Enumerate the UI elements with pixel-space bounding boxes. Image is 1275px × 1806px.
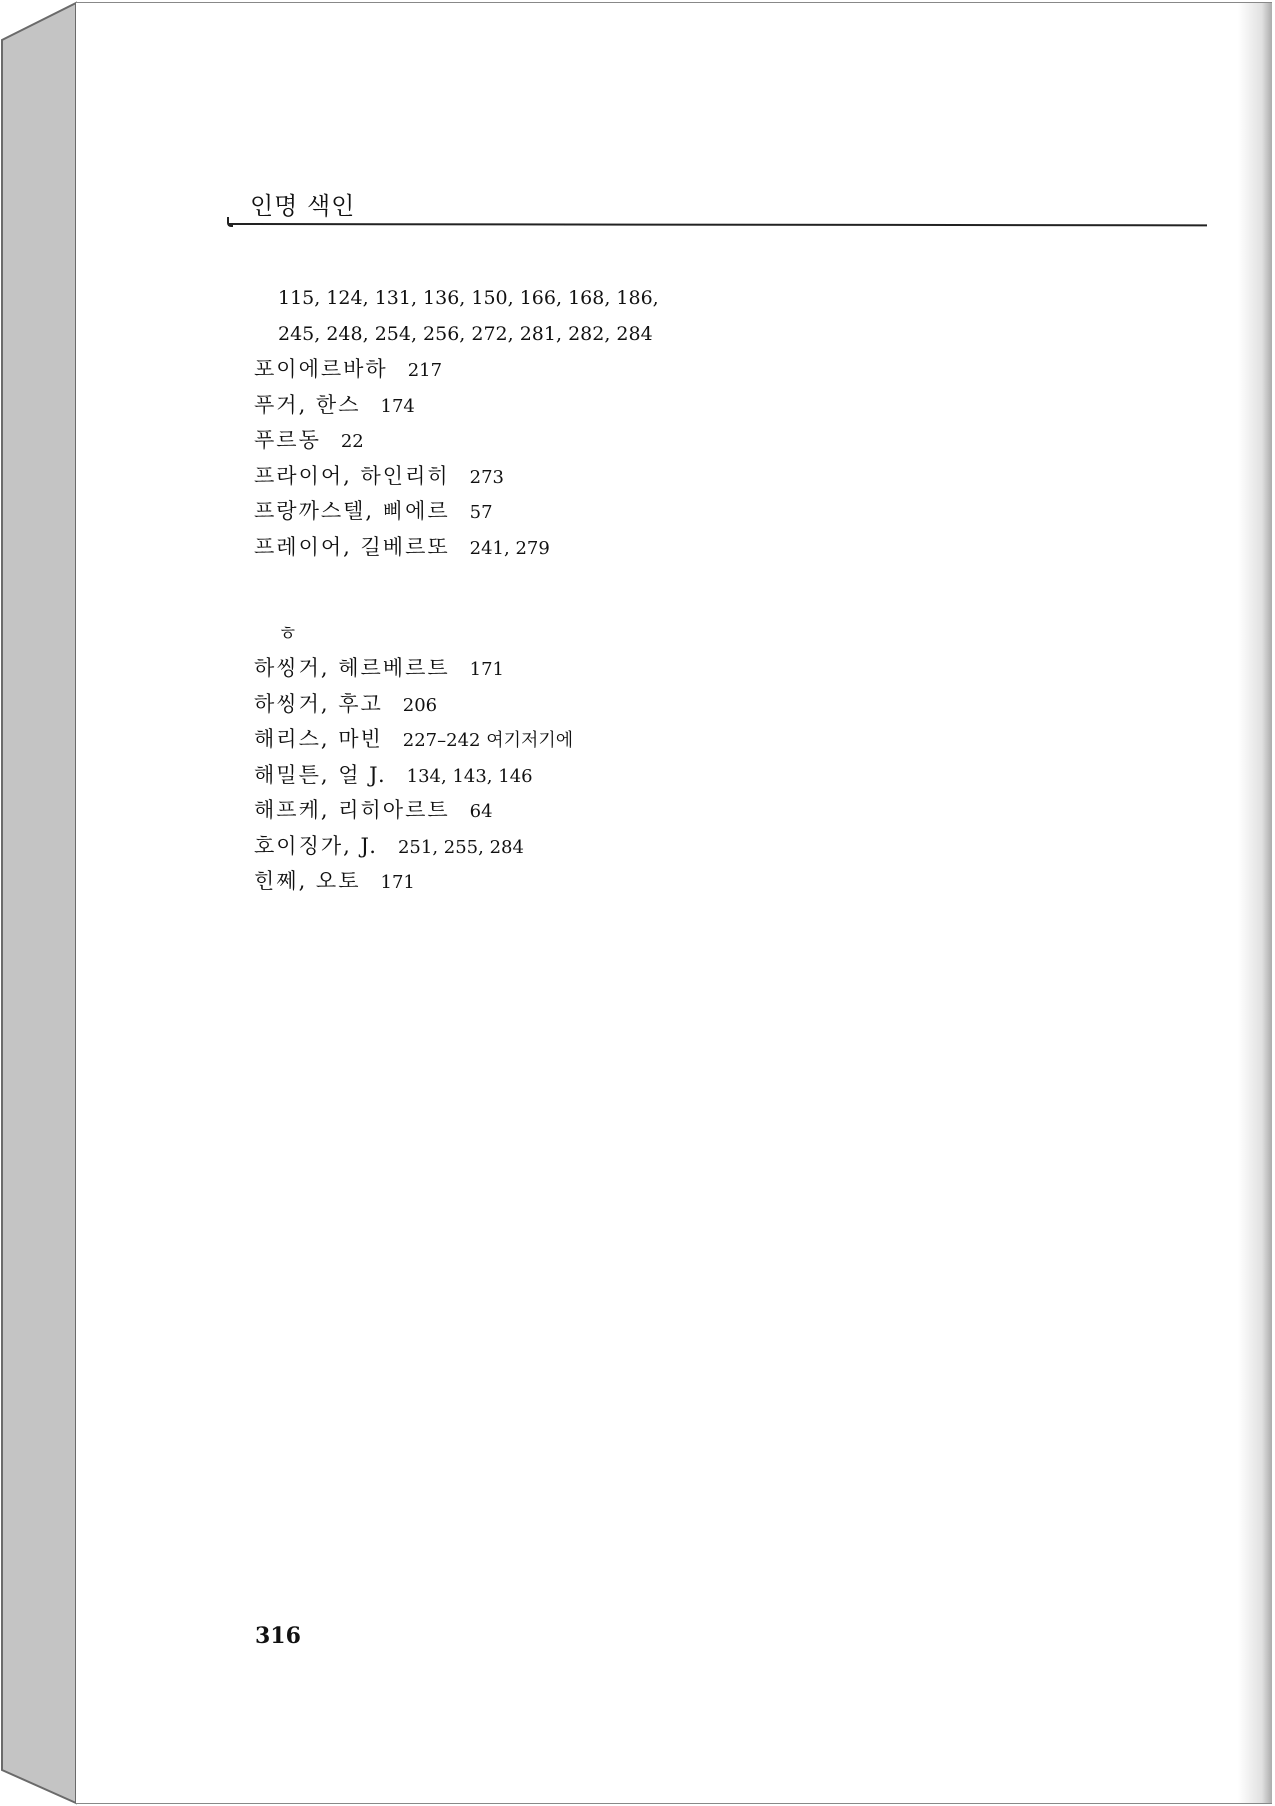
index-entry — [254, 651, 1154, 687]
index-entry — [254, 829, 1154, 865]
head-rule — [228, 223, 1207, 226]
index-entry — [254, 352, 1154, 388]
section-gap — [254, 565, 1154, 615]
entry-pages: 273 — [469, 466, 504, 488]
entry-name: 해밀튼, 얼 J. — [254, 762, 387, 787]
page — [76, 3, 1272, 1803]
entry-pages: 134, 143, 146 — [406, 765, 533, 787]
entry-pages: 64 — [469, 801, 493, 822]
entry-pages: 57 — [469, 502, 493, 523]
entry-name: 하씽거, 후고 — [254, 691, 383, 716]
index-entry — [254, 687, 1154, 723]
index-entry — [254, 758, 1154, 794]
entry-name: 힌쩨, 오토 — [254, 869, 361, 893]
entry-name: 하씽거, 헤르베르트 — [254, 656, 450, 680]
entry-name: 해프케, 리히아르트 — [254, 798, 450, 822]
entry-name: 포이에르바하 — [254, 357, 388, 381]
entry-pages: 206 — [402, 694, 438, 716]
entry-name: 프레이어, 길베르또 — [254, 534, 450, 559]
section-letter: ㅎ — [278, 621, 298, 645]
page-number: 316 — [255, 1623, 301, 1649]
entry-pages: 22 — [340, 431, 364, 452]
entry-pages: 217 — [407, 360, 443, 381]
page-edge-shadow — [1238, 3, 1272, 1803]
index-entry — [254, 530, 1154, 566]
entry-name: 프랑까스텔, 삐에르 — [254, 499, 450, 523]
index-entry — [254, 459, 1154, 495]
index-entry — [254, 423, 1154, 459]
continuation-line: 115, 124, 131, 136, 150, 166, 168, 186, — [278, 287, 659, 309]
index-list — [254, 281, 1154, 900]
entry-pages: 241, 279 — [469, 537, 550, 559]
entry-pages: 251, 255, 284 — [397, 836, 524, 858]
running-head: 인명 색인 — [250, 192, 356, 220]
entry-pages: 171 — [469, 659, 504, 680]
entry-pages: 171 — [380, 872, 415, 893]
entry-name: 호이징가, J. — [254, 833, 378, 858]
entry-pages: 227–242 여기저기에 — [402, 730, 574, 751]
index-entry — [254, 793, 1154, 829]
index-entry — [254, 864, 1154, 900]
entry-name: 푸거, 한스 — [254, 392, 361, 417]
continuation-line: 245, 248, 254, 256, 272, 281, 282, 284 — [278, 322, 653, 345]
entry-name: 프라이어, 하인리히 — [254, 463, 450, 488]
index-entry — [254, 494, 1154, 530]
entry-name: 해리스, 마빈 — [254, 727, 383, 751]
index-entry — [254, 722, 1154, 758]
entry-name: 푸르동 — [254, 428, 321, 452]
entry-pages: 174 — [380, 395, 415, 417]
index-entry — [254, 388, 1154, 424]
